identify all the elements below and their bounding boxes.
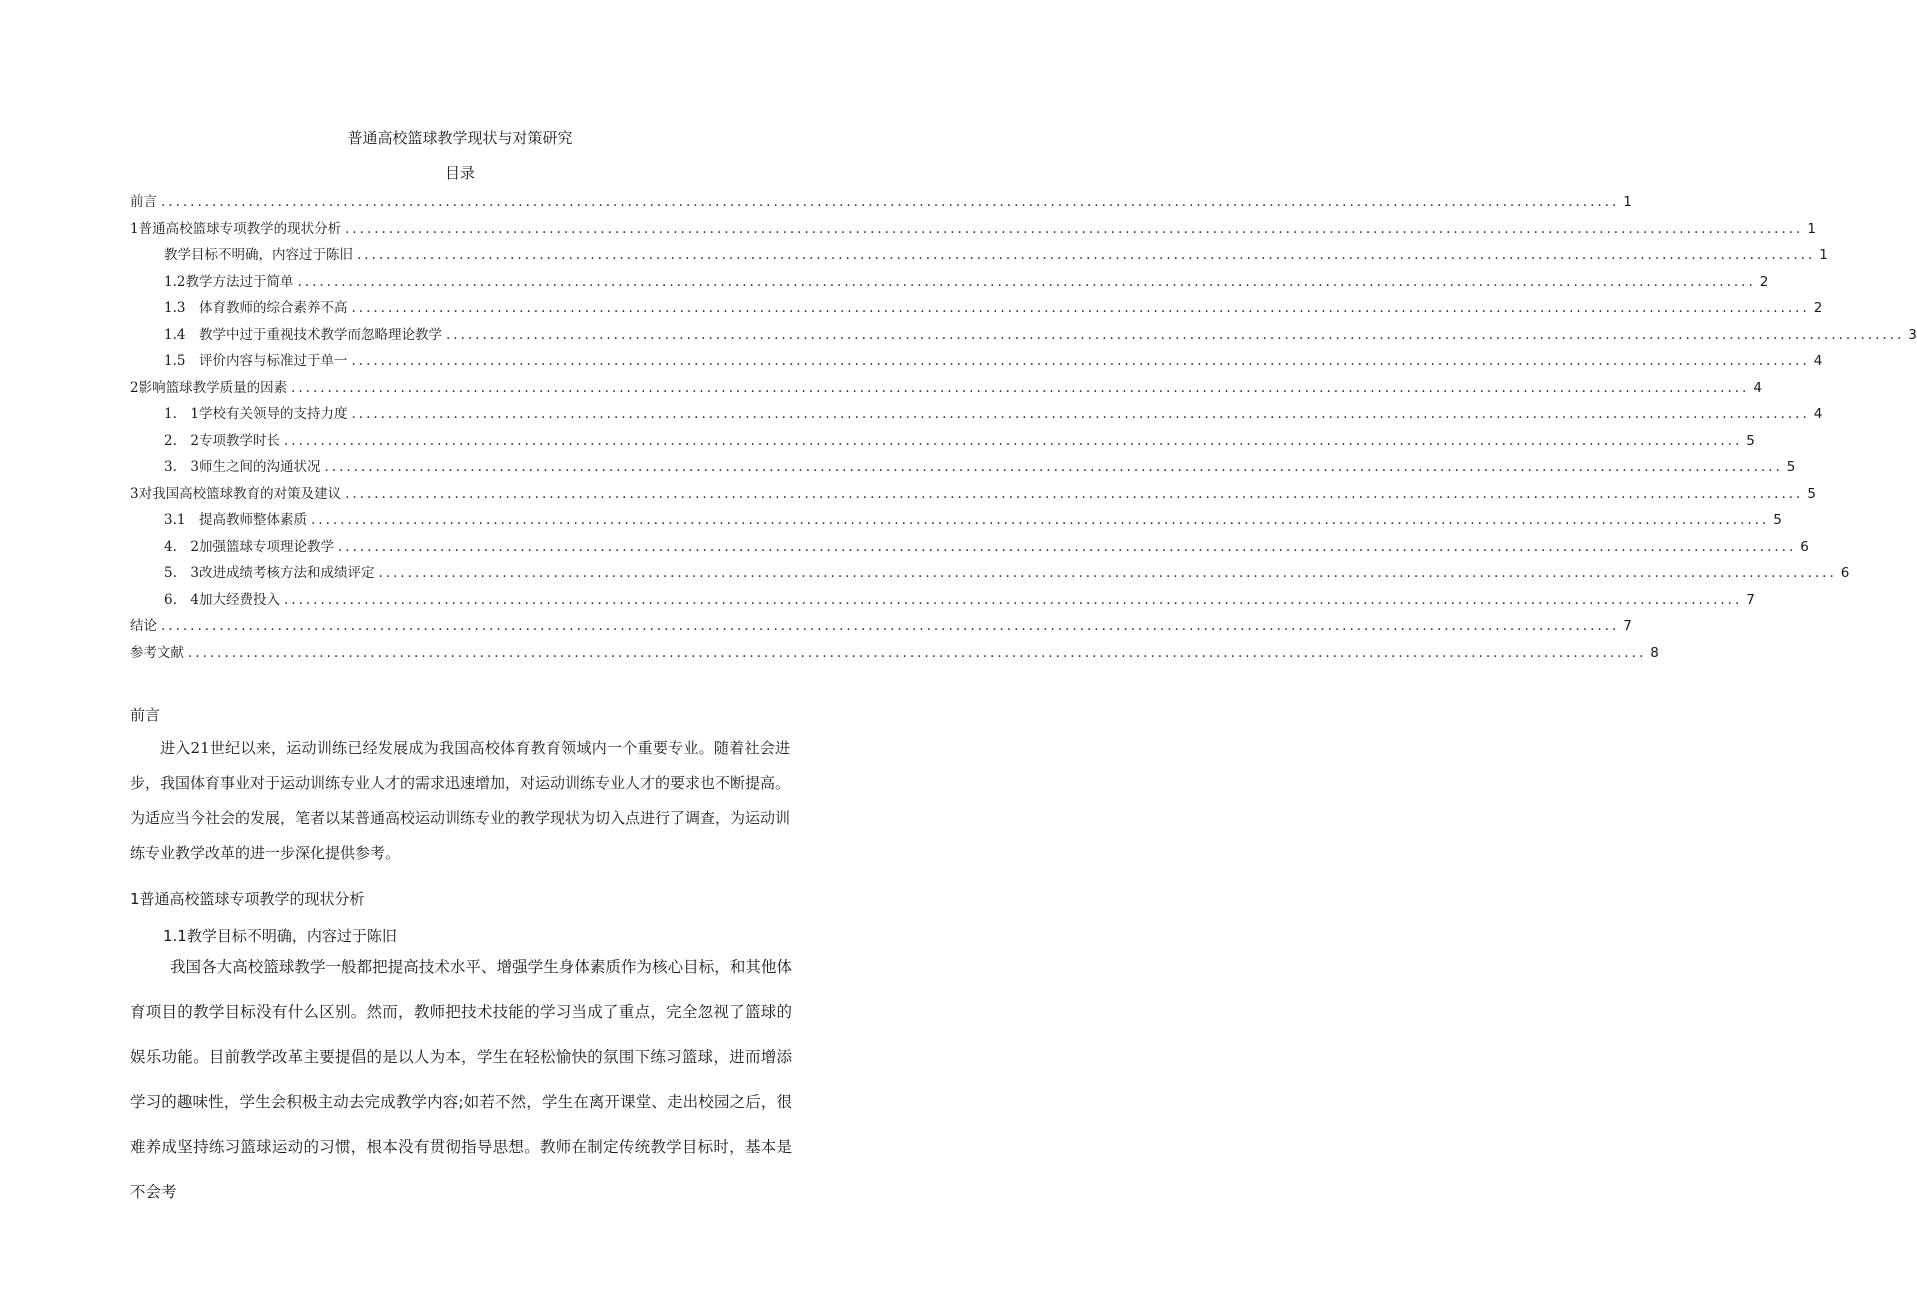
toc-entry-label: 5. 3改进成绩考核方法和成绩评定 <box>164 565 375 581</box>
toc-entry-label: 参考文献 <box>130 644 184 661</box>
toc-leader-dots: ........................................................................................................................................................................................................ <box>345 485 1804 502</box>
toc-entry[interactable] <box>130 482 1816 509</box>
section-1-heading: 1普通高校篮球专项教学的现状分析 <box>130 890 365 908</box>
toc-leader-dots: ........................................................................................................................................................................................................ <box>378 565 1837 581</box>
table-of-contents <box>130 190 1917 667</box>
toc-entry-page: 1 <box>1819 247 1828 263</box>
toc-entry-page: 6 <box>1800 538 1809 555</box>
toc-entry[interactable] <box>130 402 1823 429</box>
toc-entry-label: 1. 1学校有关领导的支持力度 <box>164 406 348 422</box>
toc-entry-label: 3.1 提高教师整体素质 <box>164 512 307 528</box>
toc-entry[interactable] <box>130 217 1816 244</box>
toc-leader-dots: ........................................................................................................................................................................................................ <box>161 194 1620 210</box>
toc-leader-dots: ........................................................................................................................................................................................................ <box>357 247 1816 263</box>
toc-entry-label: 3对我国高校篮球教育的对策及建议 <box>130 485 342 502</box>
toc-entry-page: 2 <box>1813 300 1823 316</box>
toc-entry[interactable] <box>130 296 1823 323</box>
toc-entry[interactable] <box>130 349 1823 376</box>
toc-entry[interactable] <box>130 270 1769 297</box>
toc-entry-page: 6 <box>1840 565 1850 581</box>
toc-entry-page: 3 <box>1908 326 1917 343</box>
toc-entry-page: 1 <box>1807 220 1816 237</box>
toc-leader-dots: ........................................................................................................................................................................................................ <box>351 300 1810 316</box>
toc-heading: 目录 <box>444 164 475 182</box>
toc-entry-page: 4 <box>1813 406 1823 422</box>
toc-entry-label: 1.4 教学中过于重视技术教学而忽略理论教学 <box>164 326 442 343</box>
toc-entry[interactable] <box>130 376 1762 403</box>
toc-entry-page: 5 <box>1773 512 1782 528</box>
toc-leader-dots: ........................................................................................................................................................................................................ <box>345 220 1804 237</box>
toc-leader-dots: ........................................................................................................................................................................................................ <box>351 353 1810 369</box>
toc-entry-label: 6. 4加大经费投入 <box>164 591 280 608</box>
preface-heading: 前言 <box>130 706 161 724</box>
toc-entry[interactable] <box>130 190 1632 217</box>
toc-leader-dots: ........................................................................................................................................................................................................ <box>161 618 1620 634</box>
toc-entry-page: 5 <box>1746 432 1755 449</box>
toc-entry-page: 2 <box>1759 273 1769 290</box>
toc-entry-label: 1.3 体育教师的综合素养不高 <box>164 300 348 316</box>
toc-leader-dots: ........................................................................................................................................................................................................ <box>445 326 1905 343</box>
toc-entry-label: 结论 <box>130 618 157 634</box>
toc-entry-label: 4. 2加强篮球专项理论教学 <box>164 538 334 555</box>
toc-entry-page: 4 <box>1753 379 1762 396</box>
toc-entry-page: 5 <box>1786 459 1796 475</box>
toc-entry[interactable] <box>130 535 1809 562</box>
toc-leader-dots: ........................................................................................................................................................................................................ <box>291 379 1750 396</box>
toc-entry-label: 2. 2专项教学时长 <box>164 432 280 449</box>
toc-entry[interactable] <box>130 641 1659 668</box>
toc-entry[interactable] <box>130 561 1850 588</box>
toc-leader-dots: ........................................................................................................................................................................................................ <box>283 432 1743 449</box>
toc-entry-label: 前言 <box>130 194 157 210</box>
toc-leader-dots: ........................................................................................................................................................................................................ <box>324 459 1783 475</box>
toc-entry-label: 教学目标不明确，内容过于陈旧 <box>164 247 353 263</box>
toc-entry[interactable] <box>130 429 1755 456</box>
toc-entry[interactable] <box>130 455 1796 482</box>
toc-entry-page: 5 <box>1807 485 1816 502</box>
toc-entry-label: 3. 3师生之间的沟通状况 <box>164 459 321 475</box>
toc-entry-page: 7 <box>1623 618 1632 634</box>
toc-leader-dots: ........................................................................................................................................................................................................ <box>297 273 1756 290</box>
toc-entry-page: 4 <box>1813 353 1823 369</box>
toc-entry-label: 1.2教学方法过于简单 <box>164 273 294 290</box>
preface-paragraph: 进入21世纪以来，运动训练已经发展成为我国高校体育教育领域内一个重要专业。随着社会进步，我国体育事业对于运动训练专业人才的需求迅速增加，对运动训练专业人才的要求也不断提高。为适应当今社会的发展，笔者以某普通高校运动训练专业的教学现状为切入点进行了调查，为运动训练专业教学改革的进一步深化提供参考。 <box>130 739 791 862</box>
toc-entry-label: 1.5 评价内容与标准过于单一 <box>164 353 348 369</box>
toc-entry[interactable] <box>130 323 1917 350</box>
toc-leader-dots: ........................................................................................................................................................................................................ <box>283 591 1743 608</box>
toc-entry[interactable] <box>130 588 1755 615</box>
toc-entry-page: 7 <box>1746 591 1755 608</box>
toc-leader-dots: ........................................................................................................................................................................................................ <box>351 406 1810 422</box>
section-1-1-paragraph: 我国各大高校篮球教学一般都把提高技术水平、增强学生身体素质作为核心目标，和其他体育项目的教学目标没有什么区别。然而，教师把技术技能的学习当成了重点，完全忽视了篮球的娱乐功能。目前教学改革主要提倡的是以人为本，学生在轻松愉快的氛围下练习篮球，进而增添学习的趣味性，学生会积极主动去完成教学内容;如若不然，学生在离开课堂、走出校园之后，很难养成坚持练习篮球运动的习惯，根本没有贯彻指导思想。教师在制定传统教学目标时，基本是不会考 <box>130 958 792 1201</box>
toc-entry-label: 1普通高校篮球专项教学的现状分析 <box>130 220 342 237</box>
toc-entry-page: 1 <box>1623 194 1632 210</box>
toc-leader-dots: ........................................................................................................................................................................................................ <box>310 512 1770 528</box>
toc-leader-dots: ........................................................................................................................................................................................................ <box>188 644 1647 661</box>
toc-entry[interactable] <box>130 614 1632 641</box>
toc-entry-page: 8 <box>1650 644 1659 661</box>
toc-leader-dots: ........................................................................................................................................................................................................ <box>337 538 1797 555</box>
toc-entry[interactable] <box>130 243 1828 270</box>
document-title: 普通高校篮球教学现状与对策研究 <box>347 129 573 147</box>
section-1-1-heading: 1.1教学目标不明确，内容过于陈旧 <box>163 927 397 945</box>
toc-entry[interactable] <box>130 508 1782 535</box>
toc-entry-label: 2影响篮球教学质量的因素 <box>130 379 288 396</box>
